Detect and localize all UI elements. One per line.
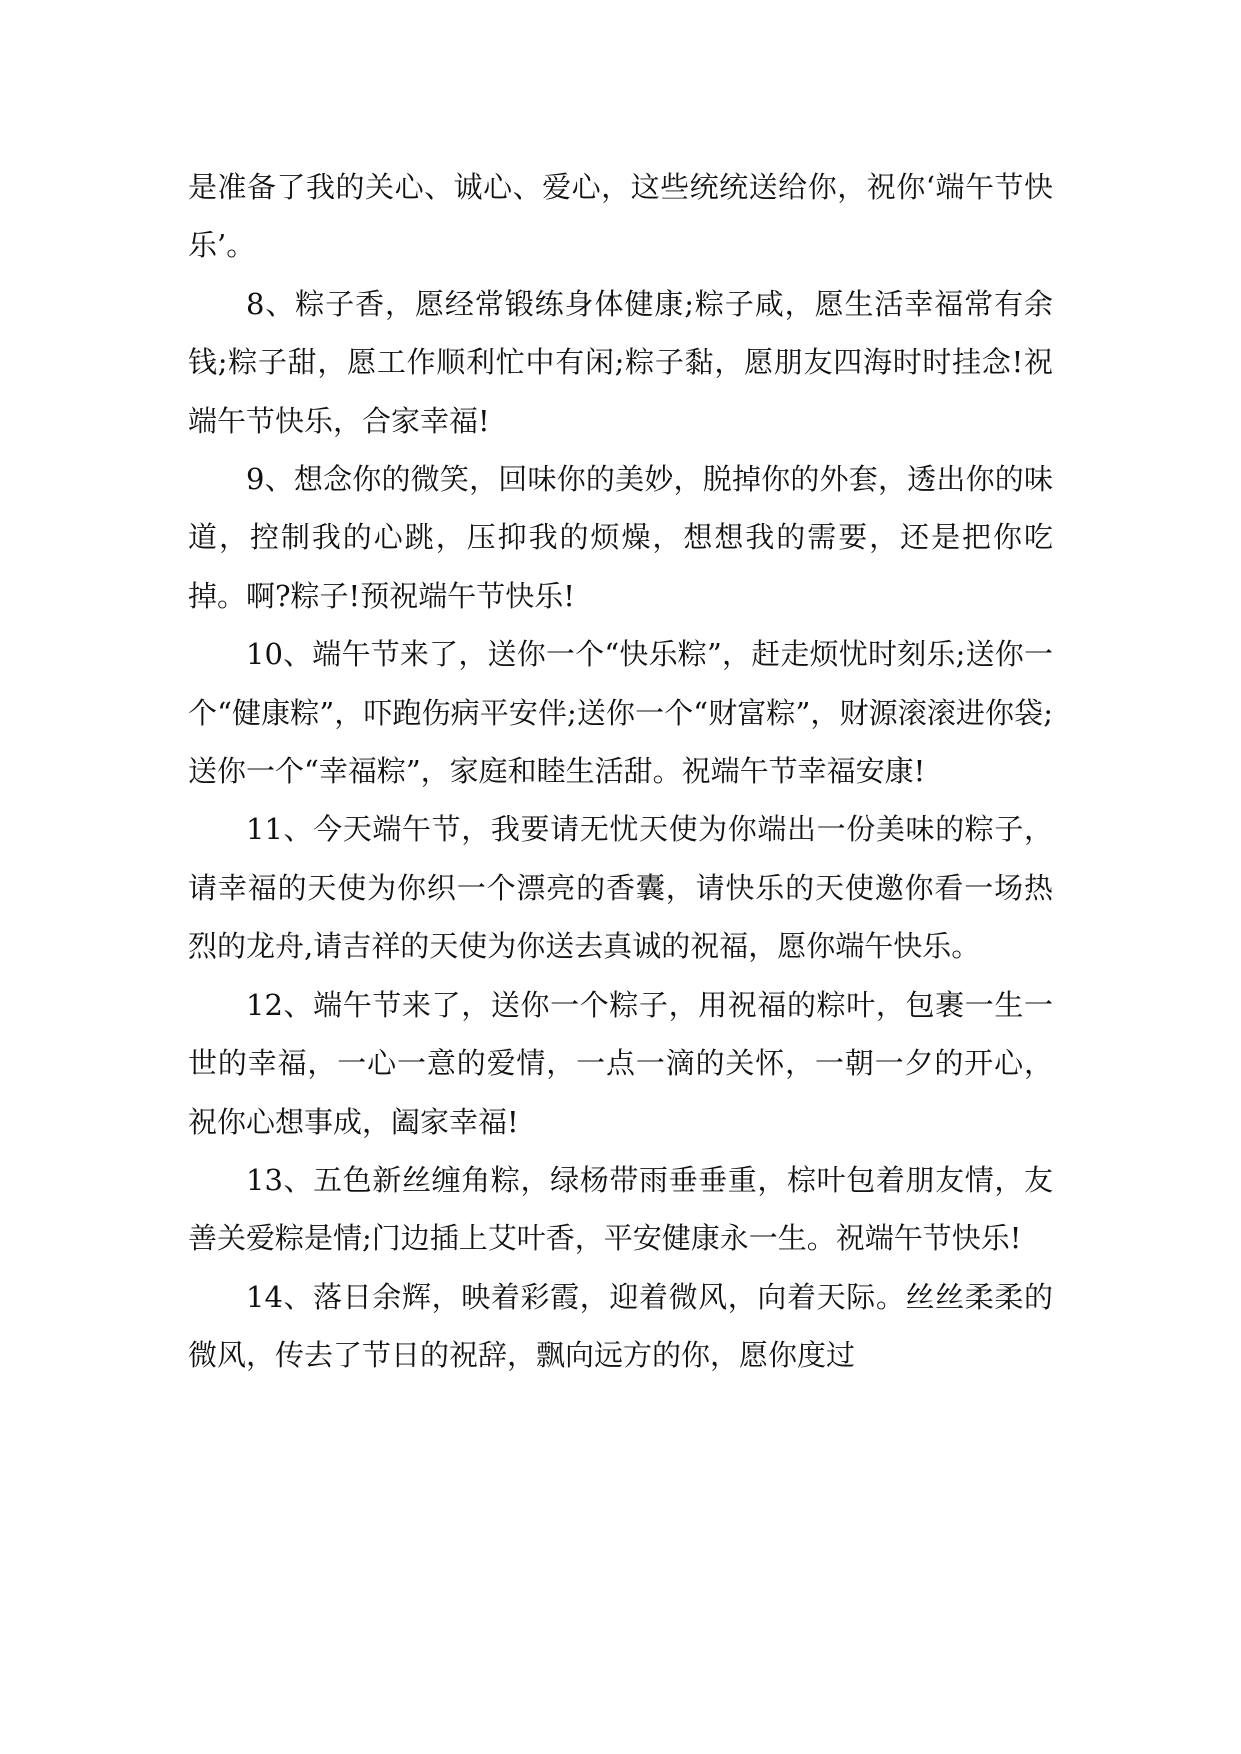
body-text bbox=[188, 158, 1053, 1385]
paragraph-11: 11、今天端午节，我要请无忧天使为你端出一份美味的粽子，请幸福的天使为你织一个漂亮的香囊，请快乐的天使邀你看一场热烈的龙舟,请吉祥的天使为你送去真诚的祝福，愿你端午快乐。 bbox=[188, 812, 1053, 964]
paragraph-14: 14、落日余辉，映着彩霞，迎着微风，向着天际。丝丝柔柔的微风，传去了节日的祝辞，飘向远方的你，愿你度过 bbox=[188, 1279, 1053, 1373]
paragraph-8: 8、粽子香，愿经常锻练身体健康;粽子咸，愿生活幸福常有余钱;粽子甜，愿工作顺利忙中有闲;粽子黏，愿朋友四海时时挂念!祝端午节快乐，合家幸福! bbox=[188, 286, 1053, 438]
paragraph-13: 13、五色新丝缠角粽，绿杨带雨垂垂重，棕叶包着朋友情，友善关爱粽是情;门边插上艾叶香，平安健康永一生。祝端午节快乐! bbox=[188, 1162, 1053, 1256]
paragraph-12: 12、端午节来了，送你一个粽子，用祝福的粽叶，包裹一生一世的幸福，一心一意的爱情，一点一滴的关怀，一朝一夕的开心，祝你心想事成，阖家幸福! bbox=[188, 987, 1053, 1139]
paragraph-7-continuation: 是准备了我的关心、诚心、爱心，这些统统送给你，祝你‘端午节快乐’。 bbox=[188, 170, 1053, 263]
paragraph-9: 9、想念你的微笑，回味你的美妙，脱掉你的外套，透出你的味道，控制我的心跳，压抑我的烦燥，想想我的需要，还是把你吃掉。啊?粽子!预祝端午节快乐! bbox=[188, 462, 1053, 613]
paragraph-10: 10、端午节来了，送你一个“快乐粽”，赶走烦忧时刻乐;送你一个“健康粽”，吓跑伤病平安伴;送你一个“财富粽”，财源滚滚进你袋;送你一个“幸福粽”，家庭和睦生活甜。祝端午节幸福安康! bbox=[188, 637, 1053, 789]
